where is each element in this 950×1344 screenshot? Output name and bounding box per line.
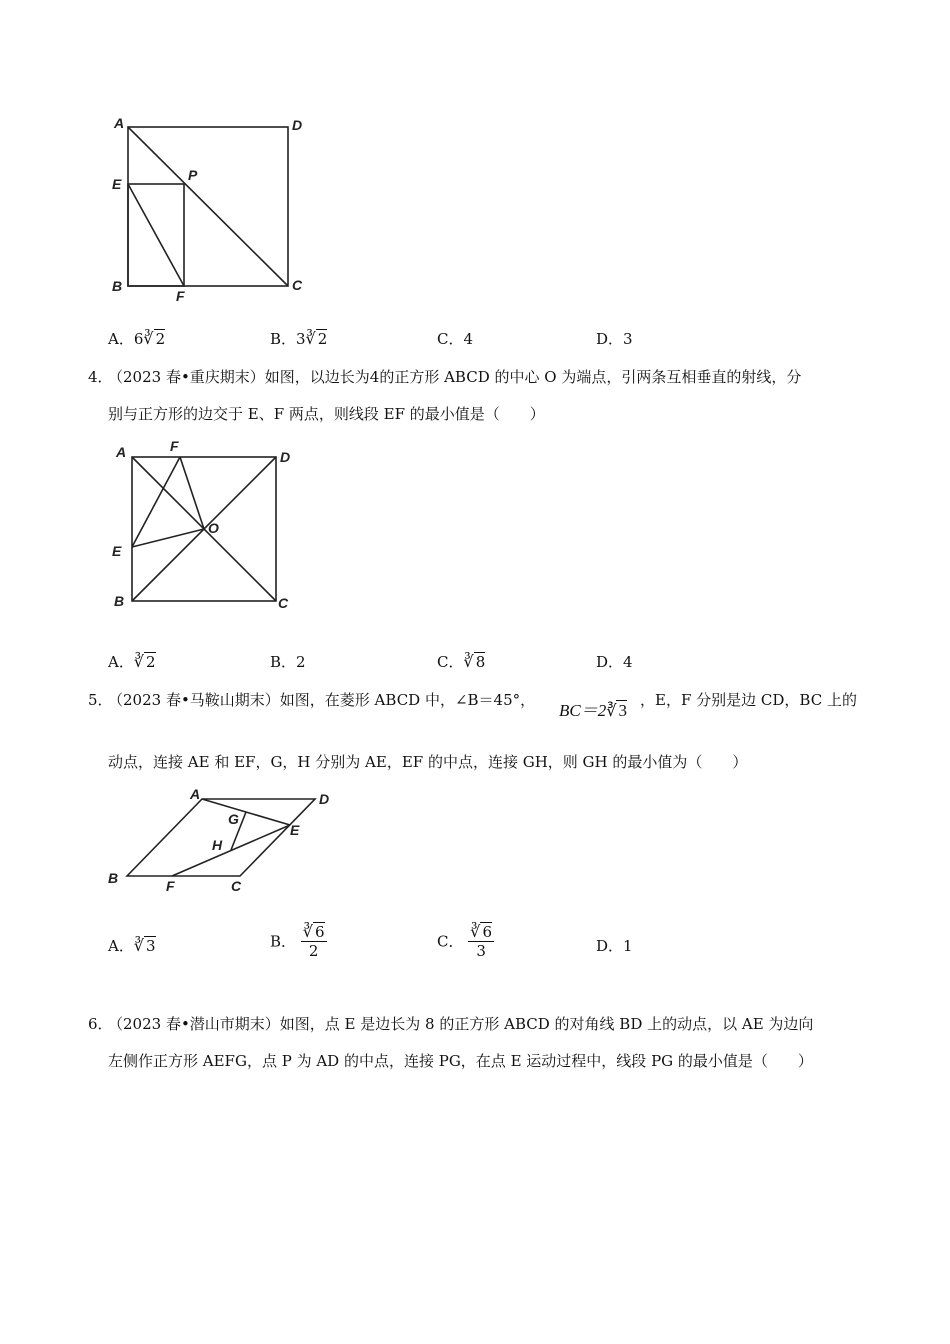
q4-number: 4． xyxy=(88,368,113,386)
q4-option-c[interactable]: C．∛ 8 xyxy=(437,652,486,671)
q4-text-line1: （2023 春•重庆期末）如图，以边长为4的正方形 ABCD 的中心 O 为端点，引两条互相垂直的射线，分 xyxy=(108,368,802,386)
q6-text-line1: （2023 春•潜山市期末）如图，点 E 是边长为 8 的正方形 ABCD 的对角线 BD 上的动点，以 AE 为边向 xyxy=(108,1015,814,1033)
q4-option-b[interactable]: B．2 xyxy=(270,653,306,671)
label-f: F xyxy=(166,878,175,894)
q4-option-d[interactable]: D．4 xyxy=(596,653,633,671)
q5-number: 5． xyxy=(88,691,113,709)
q4-option-a[interactable]: A．∛ 2 xyxy=(108,652,156,671)
q5-text-line2: 动点，连接 AE 和 EF，G，H 分别为 AE，EF 的中点，连接 GH，则 GH 的最小值为（ ） xyxy=(108,753,748,771)
label-h: H xyxy=(212,837,223,853)
q5-option-b[interactable]: B． $\frac{∛ 6}{2}$ xyxy=(270,922,325,960)
label-c: C xyxy=(278,595,289,611)
q6-text-line2: 左侧作正方形 AEFG，点 P 为 AD 的中点，连接 PG，在点 E 运动过程中，线段 PG 的最小值是（ ） xyxy=(108,1052,813,1070)
q5-formula-bc: BC＝2∛ 3 xyxy=(559,701,627,720)
label-a: A xyxy=(116,444,127,460)
label-a: A xyxy=(114,115,125,131)
label-g: G xyxy=(228,811,239,827)
q4-text-line2: 别与正方形的边交于 E、F 两点，则线段 EF 的最小值是（ ） xyxy=(108,405,545,423)
segment-ef xyxy=(172,825,290,876)
label-b: B xyxy=(112,278,123,294)
figure-q4 xyxy=(100,435,310,615)
label-b: B xyxy=(108,870,119,886)
label-f: F xyxy=(176,288,185,304)
segment-ef xyxy=(128,184,184,286)
label-c: C xyxy=(231,878,242,894)
figure-q5 xyxy=(100,782,345,897)
q3-option-b[interactable]: B．3∛ 2 xyxy=(270,329,328,348)
q3-option-c[interactable]: C．4 xyxy=(437,330,474,348)
q5-option-a[interactable]: A．∛ 3 xyxy=(108,936,156,955)
label-d: D xyxy=(292,117,303,133)
ray-of xyxy=(180,457,204,529)
ray-oe xyxy=(132,529,204,547)
label-d: D xyxy=(280,449,291,465)
q5-text-line1-a: （2023 春•马鞍山期末）如图，在菱形 ABCD 中，∠B＝45°， xyxy=(108,691,536,709)
diagonal-ac xyxy=(128,127,288,286)
label-e: E xyxy=(112,176,122,192)
q6-number: 6． xyxy=(88,1015,113,1033)
label-f: F xyxy=(170,438,179,454)
label-c: C xyxy=(292,277,303,293)
label-p: P xyxy=(188,167,198,183)
figure-q3 xyxy=(100,110,320,305)
q3-option-a[interactable]: A．6∛ 2 xyxy=(108,329,166,348)
q5-option-d[interactable]: D．1 xyxy=(596,937,633,955)
label-e: E xyxy=(112,543,122,559)
label-o: O xyxy=(208,520,219,536)
label-b: B xyxy=(114,593,125,609)
q5-text-line1-b: ，E，F 分别是边 CD，BC 上的 xyxy=(640,691,857,709)
label-d: D xyxy=(319,791,330,807)
segment-ef xyxy=(132,457,180,547)
q3-option-d[interactable]: D．3 xyxy=(596,330,633,348)
label-e: E xyxy=(290,822,300,838)
label-a: A xyxy=(190,786,201,802)
q5-option-c[interactable]: C． $\frac{∛ 6}{3}$ xyxy=(437,922,493,960)
